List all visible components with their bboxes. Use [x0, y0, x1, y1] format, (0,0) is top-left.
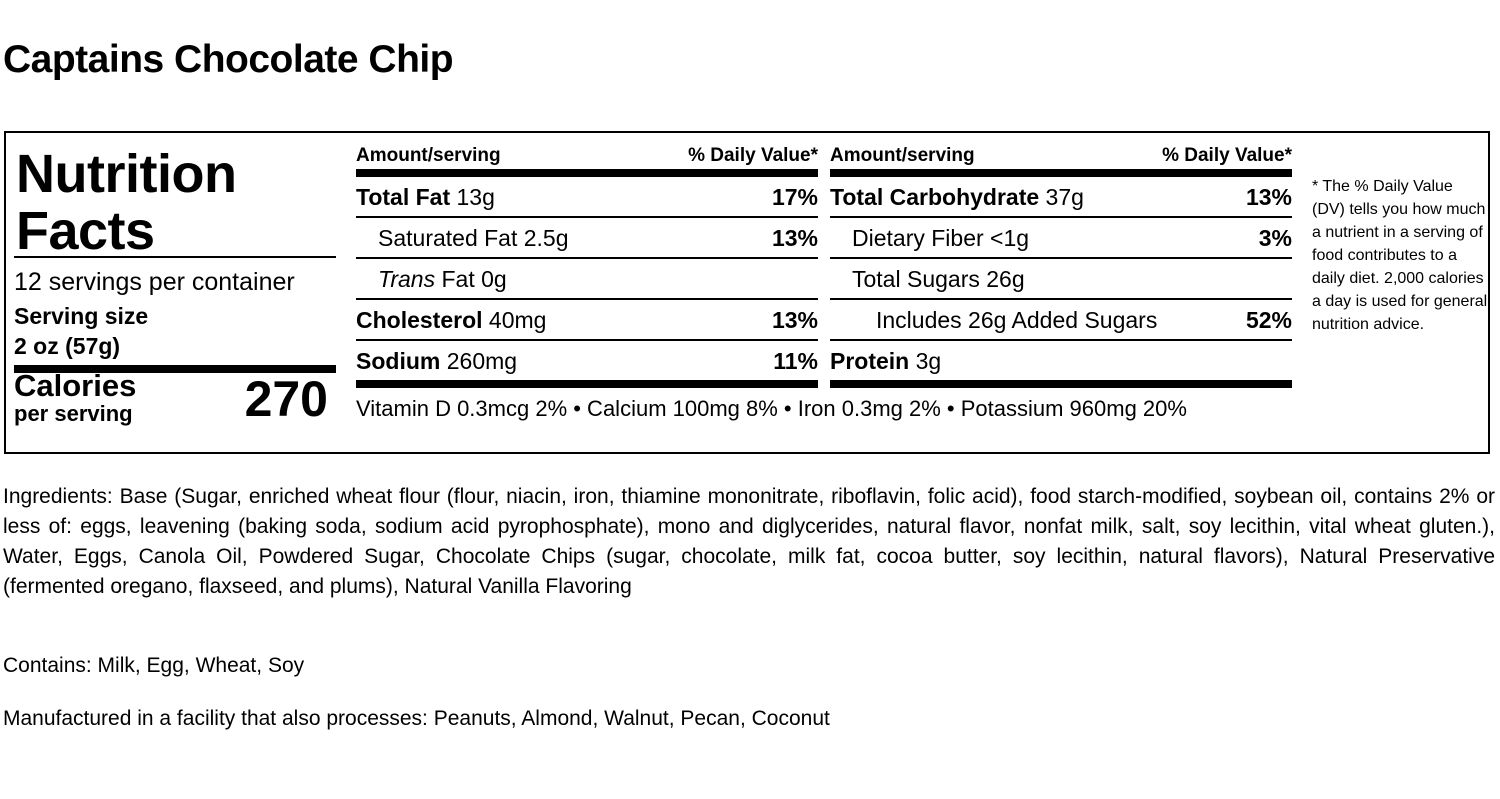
nutrient-amount: 13g	[456, 184, 495, 210]
nutrient-name: Total Fat	[356, 184, 451, 210]
nutrient-row-total-sugars	[830, 259, 1292, 300]
serving-size-label: Serving size	[14, 303, 149, 329]
nutrient-row-dietary-fiber	[830, 218, 1292, 259]
nutrient-row-added-sugars	[830, 300, 1292, 341]
nutrient-name: Cholesterol	[356, 307, 483, 333]
allergen-contains: Contains: Milk, Egg, Wheat, Soy	[3, 654, 305, 677]
heading-divider	[14, 256, 336, 258]
nutrients-column-left	[356, 143, 818, 388]
ingredients-text: Ingredients: Base (Sugar, enriched wheat flour (flour, niacin, iron, thiamine mononitrate, riboflavin, folic acid), food starch-modified, soybean oil, contains 2% or less of: eggs, leavening (baking soda, sodium acid pyrophosphate), mono and diglycerides, natural flavor, nonfat milk, salt, soy lecithin, vital wheat gluten.), Water, Eggs, Canola Oil, Powdered Sugar, Chocolate Chips (sugar, chocolate, milk fat, cocoa butter, soy lecithin, natural flavors), Natural Preservative (fermented oregano, flaxseed, and plums), Natural Vanilla Flavoring	[3, 485, 1495, 598]
nutrient-amount: 37g	[1045, 184, 1084, 210]
nutrient-row-trans-fat	[356, 259, 818, 300]
nutrient-dv: 13%	[771, 307, 818, 333]
nutrition-heading-line2: Facts	[16, 201, 155, 261]
calories-sub-label: per serving	[14, 401, 133, 426]
nutrient-name: Dietary Fiber	[852, 225, 984, 251]
nutrient-name: Saturated Fat	[378, 225, 518, 251]
nutrient-amount: 26g	[986, 266, 1025, 292]
nutrient-dv: 52%	[1245, 307, 1292, 333]
nutrient-dv: 11%	[773, 348, 818, 374]
amount-serving-header: Amount/serving	[356, 145, 501, 166]
nutrient-dv: 3%	[1258, 225, 1292, 251]
nutrient-amount: <1g	[990, 225, 1030, 251]
nutrient-row-total-carbohydrate	[830, 177, 1292, 218]
daily-value-header: % Daily Value*	[1162, 145, 1292, 166]
nutrient-name: Total Carbohydrate	[830, 184, 1040, 210]
nutrient-row-saturated-fat	[356, 218, 818, 259]
calories-label: Calories	[14, 368, 137, 403]
nutrient-amount: Fat 0g	[441, 266, 507, 292]
nutrient-name: Sodium	[356, 348, 441, 374]
nutrient-name: Protein	[830, 348, 910, 374]
daily-value-header: % Daily Value*	[688, 145, 818, 166]
nutrient-amount: 260mg	[446, 348, 518, 374]
nutrients-column-right	[830, 143, 1292, 388]
nutrition-heading-line1: Nutrition	[16, 144, 237, 204]
product-title: Captains Chocolate Chip	[3, 38, 454, 81]
nutrition-facts-panel	[4, 131, 1490, 454]
nutrient-row-total-fat	[356, 177, 818, 218]
column-header	[830, 143, 1292, 177]
nutrient-name: Total Sugars	[852, 266, 980, 292]
nutrition-heading-block	[16, 143, 336, 261]
nutrient-dv: 13%	[1245, 184, 1292, 210]
amount-serving-header: Amount/serving	[830, 145, 975, 166]
nutrient-amount: 40mg	[488, 307, 547, 333]
servings-per-container: 12 servings per container	[14, 268, 295, 296]
calories-value: 270	[244, 371, 328, 427]
daily-value-footnote: * The % Daily Value (DV) tells you how much a nutrient in a serving of food contributes to a daily diet. 2,000 calories a day is used for general nutrition advice.	[1312, 178, 1488, 333]
nutrient-dv: 17%	[771, 184, 818, 210]
column-header	[356, 143, 818, 177]
nutrient-dv: 13%	[771, 225, 818, 251]
nutrient-row-sodium	[356, 341, 818, 388]
nutrient-amount: 3g	[915, 348, 942, 374]
nutrient-amount: 2.5g	[523, 225, 569, 251]
serving-size-value: 2 oz (57g)	[14, 333, 121, 359]
nutrient-row-protein	[830, 341, 1292, 388]
vitamins-minerals: Vitamin D 0.3mcg 2% • Calcium 100mg 8% • Iron 0.3mg 2% • Potassium 960mg 20%	[356, 396, 1187, 421]
nutrient-row-cholesterol	[356, 300, 818, 341]
nutrient-name: Trans	[378, 266, 436, 292]
facility-statement: Manufactured in a facility that also processes: Peanuts, Almond, Walnut, Pecan, Coconut	[3, 707, 830, 730]
nutrient-name: Includes 26g Added Sugars	[876, 307, 1158, 333]
